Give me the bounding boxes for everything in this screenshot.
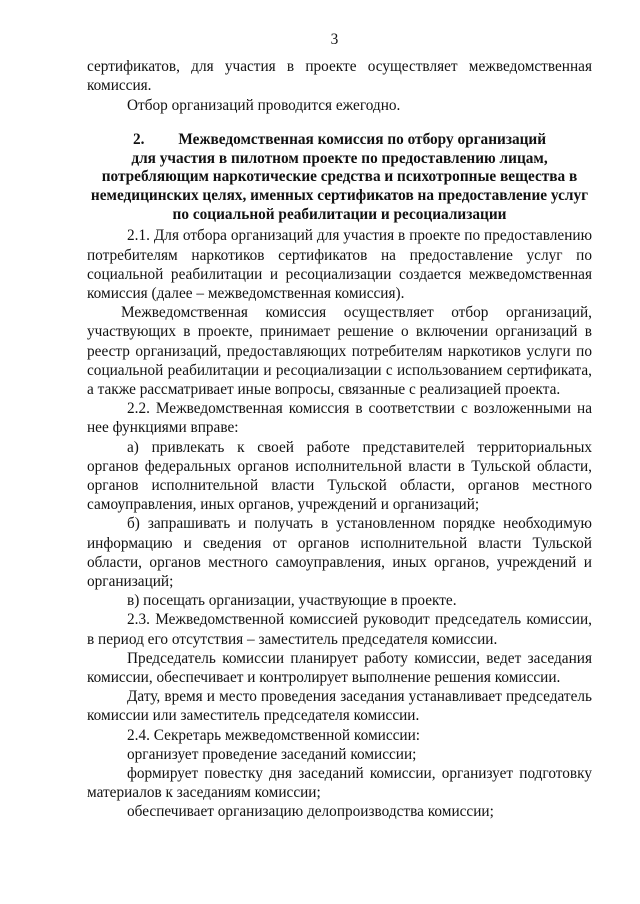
paragraph-2-4: 2.4. Секретарь межведомственной комиссии:: [127, 726, 421, 744]
paragraph-2-4-agenda: формирует повестку дня заседаний комиссии, организует подготовку материалов к заседаниям комиссии;: [87, 765, 592, 802]
paragraph-2-2-b: б) запрашивать и получать в установленном порядке необходимую информацию и сведения от органов исполнительной власти Тульской области, органов местного самоуправления, иных органов, учреждений и организаций;: [87, 515, 592, 590]
paragraph-2-3: 2.3. Межведомственной комиссией руководит председатель комиссии, в период его отсутствия – заместитель председателя комиссии.: [87, 611, 592, 648]
page-number: 3: [330, 31, 339, 48]
section-heading: [87, 131, 592, 225]
paragraph-2-2-a: а) привлекать к своей работе представителей территориальных органов федеральных органов исполнительной власти в Тульской области, органов исполнительной власти Тульской области, органов местного самоуправления, иных органов, учреждений и организаций;: [87, 438, 592, 514]
section-number: 2.: [132, 130, 145, 148]
section-heading-line1: [87, 131, 592, 150]
intro-continuation: сертификатов, для участия в проекте осуществляет межведомственная комиссия.: [87, 58, 592, 95]
paragraph-2-3-date: Дату, время и место проведения заседания устанавливает председатель комиссии или заместитель председателя комиссии.: [87, 688, 592, 725]
spacer: [87, 115, 592, 131]
intro-selection: Отбор организаций проводится ежегодно.: [127, 96, 401, 114]
paragraph-2-4-records: обеспечивает организацию делопроизводства комиссии;: [127, 803, 494, 821]
section-title-line1: Межведомственная комиссия по отбору организаций: [178, 130, 547, 148]
paragraph-2-3-chair: Председатель комиссии планирует работу комиссии, ведет заседания комиссии, обеспечивает и контролирует выполнение решения комиссии.: [87, 649, 592, 686]
paragraph-2-2: 2.2. Межведомственная комиссия в соответствии с возложенными на нее функциями вправе:: [87, 400, 592, 437]
paragraph-2-1: 2.1. Для отбора организаций для участия в проекте по предоставлению потребителям наркотиков сертификатов на предоставление услуг по социальной реабилитации и ресоциализации создается межведомственная комиссия (далее – межведомственная комиссия).: [87, 227, 592, 302]
section-title-rest: для участия в пилотном проекте по предоставлению лицам, потребляющим наркотические средства и психотропные вещества в немедицинских целях, именных сертификатов на предоставление услуг по социальной реабилитации и ресоциализации: [90, 149, 589, 223]
paragraph-2-1-commission: Межведомственная комиссия осуществляет отбор организаций, участвующих в проекте, принимает решение о включении организаций в реестр организаций, предоставляющих потребителям наркотиков услуги по социальной реабилитации и ресоциализации с использованием сертификата, а также рассматривает иные вопросы, связанные с реализацией проекта.: [87, 304, 592, 398]
paragraph-2-2-c: в) посещать организации, участвующие в проекте.: [127, 592, 457, 610]
paragraph-2-4-meetings: организует проведение заседаний комиссии;: [127, 745, 417, 763]
